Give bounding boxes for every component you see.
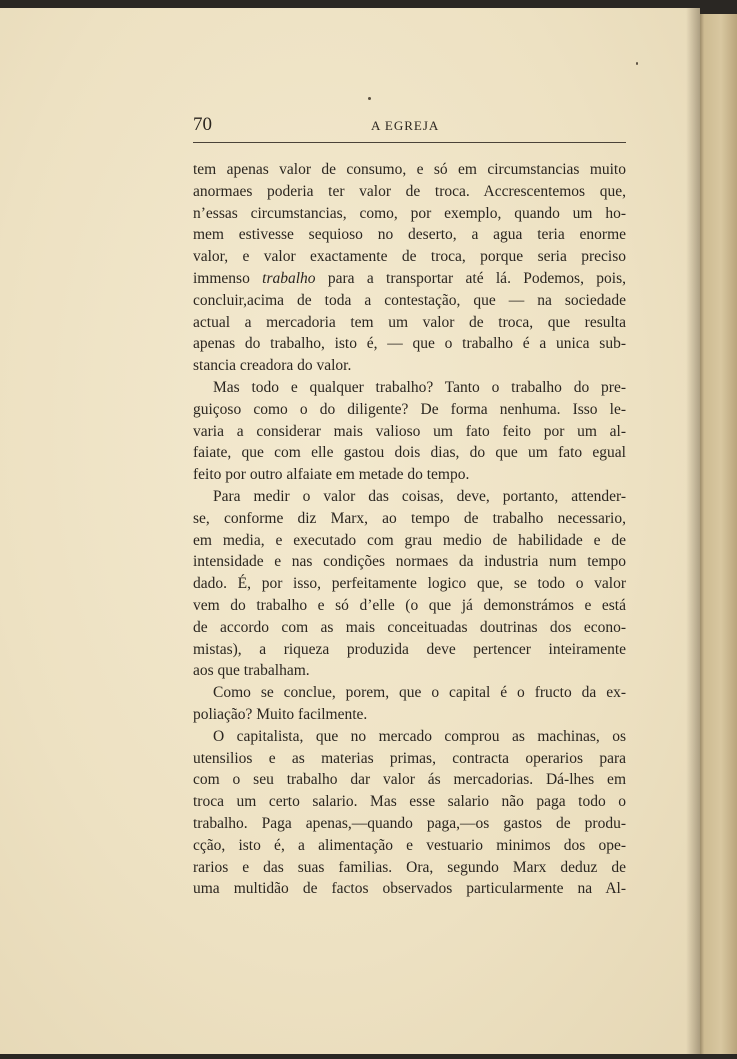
text-line: troca um certo salario. Mas esse salario não paga todo o — [193, 793, 626, 811]
text-segment: immenso — [193, 269, 263, 287]
page-number: 70 — [193, 114, 212, 135]
text-line: feito por outro alfaiate em metade do tempo. — [193, 466, 470, 484]
text-line: tem apenas valor de consumo, e só em circumstancias muito — [193, 161, 626, 178]
next-page-edge — [697, 14, 737, 1054]
text-line: O capitalista, que no mercado comprou as machinas, os — [213, 727, 626, 745]
text-line: varia a considerar mais valioso um fato feito por um al- — [193, 422, 626, 440]
binding-shadow — [686, 8, 700, 1054]
header-rule — [193, 142, 626, 143]
text-line: mistas), a riqueza produzida deve pertencer inteiramente — [193, 640, 626, 658]
text-line: intensidade e nas condições normaes da industria num tempo — [193, 553, 626, 571]
text-line: dado. É, por isso, perfeitamente logico que, se todo o valor — [193, 575, 626, 593]
text-line: Como se conclue, porem, que o capital é o fructo da ex- — [213, 684, 626, 702]
text-line: uma multidão de factos observados particularmente na Al- — [193, 880, 626, 898]
text-line: actual a mercadoria tem um valor de troca, que resulta — [193, 313, 626, 331]
text-line: poliação? Muito facilmente. — [193, 705, 368, 723]
running-head: A EGREJA — [371, 118, 440, 133]
page-header — [193, 112, 626, 142]
text-line: mem estivesse sequioso no deserto, a agua teria enorme — [193, 226, 626, 244]
text-line: com o seu trabalho dar valor ás mercadorias. Dá-lhes em — [193, 771, 626, 789]
text-line: stancia creadora do valor. — [193, 357, 352, 375]
paper-speck — [368, 97, 371, 100]
text-line: aos que trabalham. — [193, 662, 310, 680]
text-line: faiate, que com elle gastou dois dias, do que um fato egual — [193, 444, 626, 462]
text-line: vem do trabalho e só d’elle (o que já demonstrámos e está — [193, 596, 626, 614]
text-line: valor, e valor exactamente de troca, porque seria preciso — [193, 248, 626, 266]
text-line: Mas todo e qualquer trabalho? Tanto o trabalho do pre- — [213, 378, 626, 396]
text-line: n’essas circumstancias, como, por exemplo, quando um ho- — [193, 204, 626, 222]
text-line: trabalho. Paga apenas,—quando paga,—os gastos de produ- — [193, 814, 626, 832]
text-line: utensilios e as materias primas, contracta operarios para — [193, 749, 626, 767]
text-line: cção, isto é, a alimentação e vestuario minimos dos ope- — [193, 836, 626, 854]
body-text — [193, 159, 626, 900]
text-line: se, conforme diz Marx, ao tempo de trabalho necessario, — [193, 509, 626, 527]
text-line: rarios e das suas familias. Ora, segundo Marx deduz de — [193, 858, 626, 876]
text-line: apenas do trabalho, isto é, — que o trabalho é a unica sub- — [193, 335, 626, 353]
text-line: concluir,acima de toda a contestação, que — na sociedade — [193, 291, 626, 309]
text-line — [193, 268, 626, 290]
italic-word: trabalho — [262, 269, 316, 287]
text-segment: para a transportar até lá. Podemos, pois, — [315, 269, 626, 287]
text-line: Para medir o valor das coisas, deve, portanto, attender- — [213, 487, 626, 505]
paper-speck — [636, 62, 638, 65]
text-line: guiçoso como o do diligente? De forma nenhuma. Isso le- — [193, 400, 626, 418]
text-line: em media, e executado com grau medio de habilidade e de — [193, 531, 626, 549]
text-line: de accordo com as mais conceituadas doutrinas dos econo- — [193, 618, 626, 636]
text-line: anormaes poderia ter valor de troca. Accrescentemos que, — [193, 182, 626, 200]
